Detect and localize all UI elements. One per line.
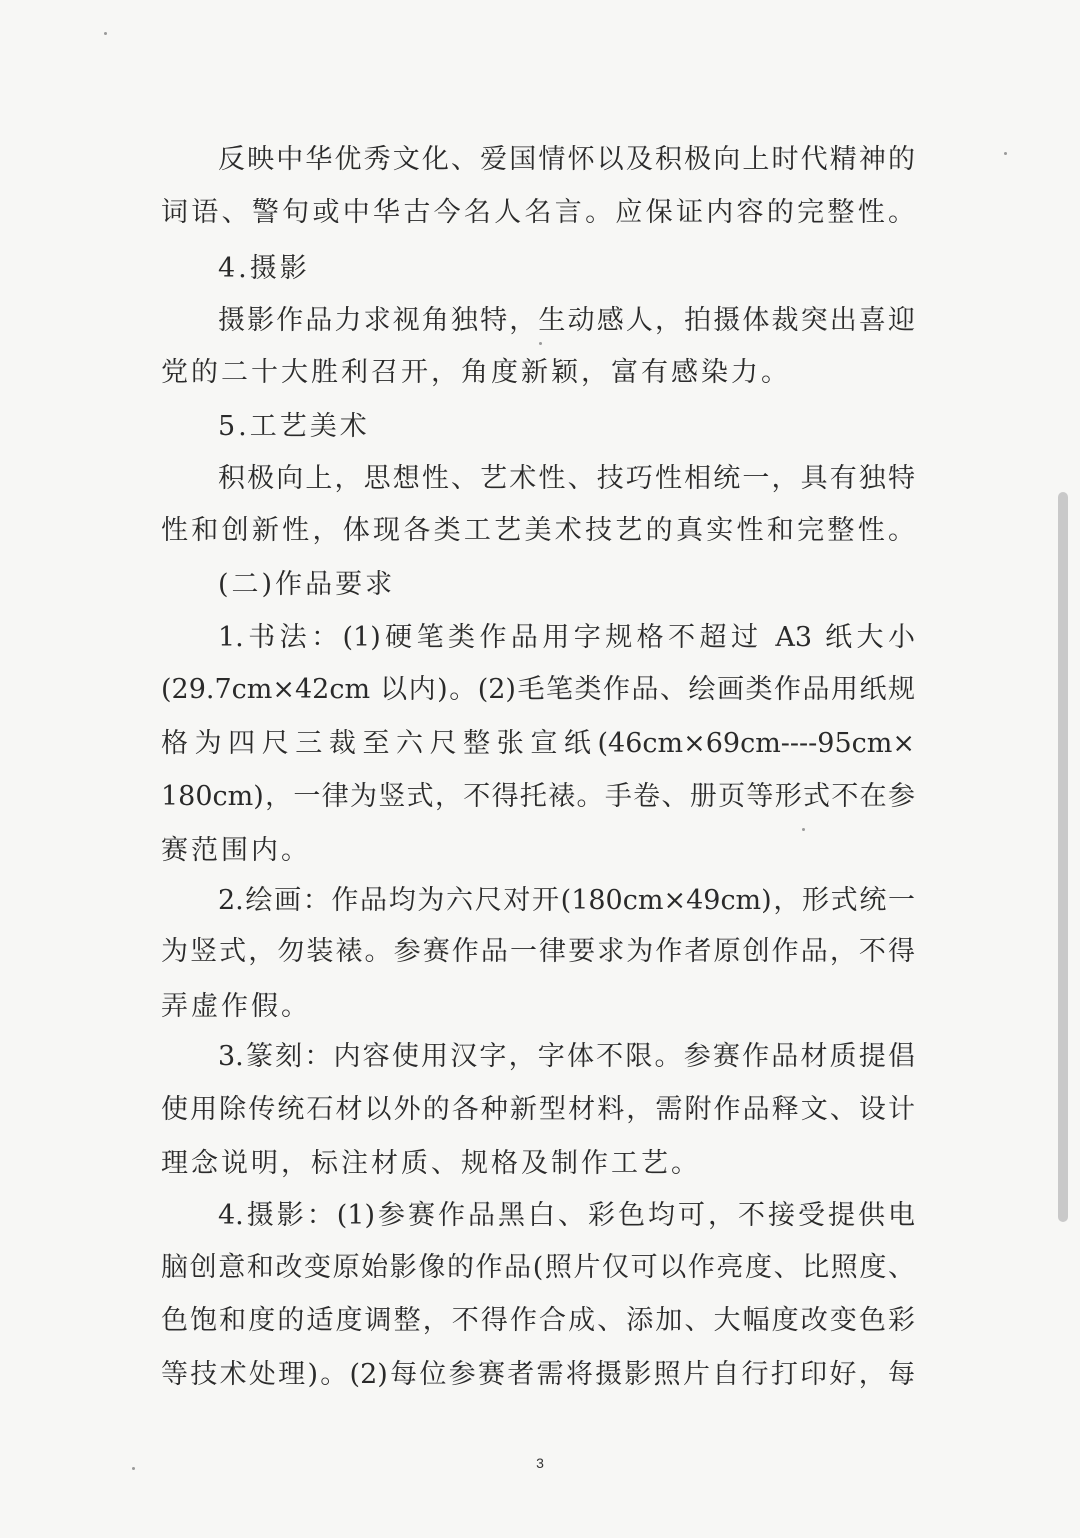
section-heading: (二)作品要求	[218, 569, 396, 600]
text-line: 赛范围内。	[161, 835, 311, 866]
text-line: 为竖式，勿装裱。参赛作品一律要求为作者原创作品，不得	[161, 936, 915, 967]
page-number: 3	[536, 1455, 544, 1471]
scan-speck	[539, 342, 542, 345]
text-line: 党的二十大胜利召开，角度新颖，富有感染力。	[161, 357, 791, 388]
text-line: 等技术处理)。(2)每位参赛者需将摄影照片自行打印好，每	[161, 1359, 915, 1390]
scan-speck	[132, 1467, 135, 1470]
text-line: 4.摄影：(1)参赛作品黑白、彩色均可，不接受提供电	[218, 1200, 915, 1231]
text-line: 使用除传统石材以外的各种新型材料，需附作品释文、设计	[161, 1094, 915, 1125]
scan-speck	[802, 828, 805, 831]
text-line: (29.7cm×42cm 以内)。(2)毛笔类作品、绘画类作品用纸规	[161, 674, 915, 705]
text-line: 格为四尺三裁至六尺整张宣纸(46cm×69cm----95cm×	[161, 728, 915, 759]
text-line: 色饱和度的适度调整，不得作合成、添加、大幅度改变色彩	[161, 1305, 915, 1336]
text-line: 理念说明，标注材质、规格及制作工艺。	[161, 1148, 701, 1179]
text-line: 1.书法：(1)硬笔类作品用字规格不超过 A3 纸大小	[218, 622, 915, 653]
text-line: 弄虚作假。	[161, 991, 311, 1022]
section-heading: 5.工艺美术	[218, 411, 370, 442]
vertical-scrollbar[interactable]	[1058, 0, 1068, 1538]
text-line: 180cm)，一律为竖式，不得托裱。手卷、册页等形式不在参	[161, 781, 915, 812]
scrollbar-thumb[interactable]	[1058, 492, 1068, 1222]
text-line: 2.绘画：作品均为六尺对开(180cm×49cm)，形式统一	[218, 885, 915, 916]
text-line: 反映中华优秀文化、爱国情怀以及积极向上时代精神的	[218, 144, 915, 175]
text-line: 积极向上，思想性、艺术性、技巧性相统一，具有独特	[218, 463, 915, 494]
text-line: 脑创意和改变原始影像的作品(照片仅可以作亮度、比照度、	[161, 1252, 915, 1283]
section-heading: 4.摄影	[218, 253, 310, 284]
text-line: 摄影作品力求视角独特，生动感人，拍摄体裁突出喜迎	[218, 305, 915, 336]
text-line: 词语、警句或中华古今名人名言。应保证内容的完整性。	[161, 197, 915, 228]
scan-speck	[104, 32, 107, 35]
scan-speck	[1004, 152, 1007, 155]
text-line: 性和创新性，体现各类工艺美术技艺的真实性和完整性。	[161, 515, 915, 546]
text-line: 3.篆刻：内容使用汉字，字体不限。参赛作品材质提倡	[218, 1041, 915, 1072]
